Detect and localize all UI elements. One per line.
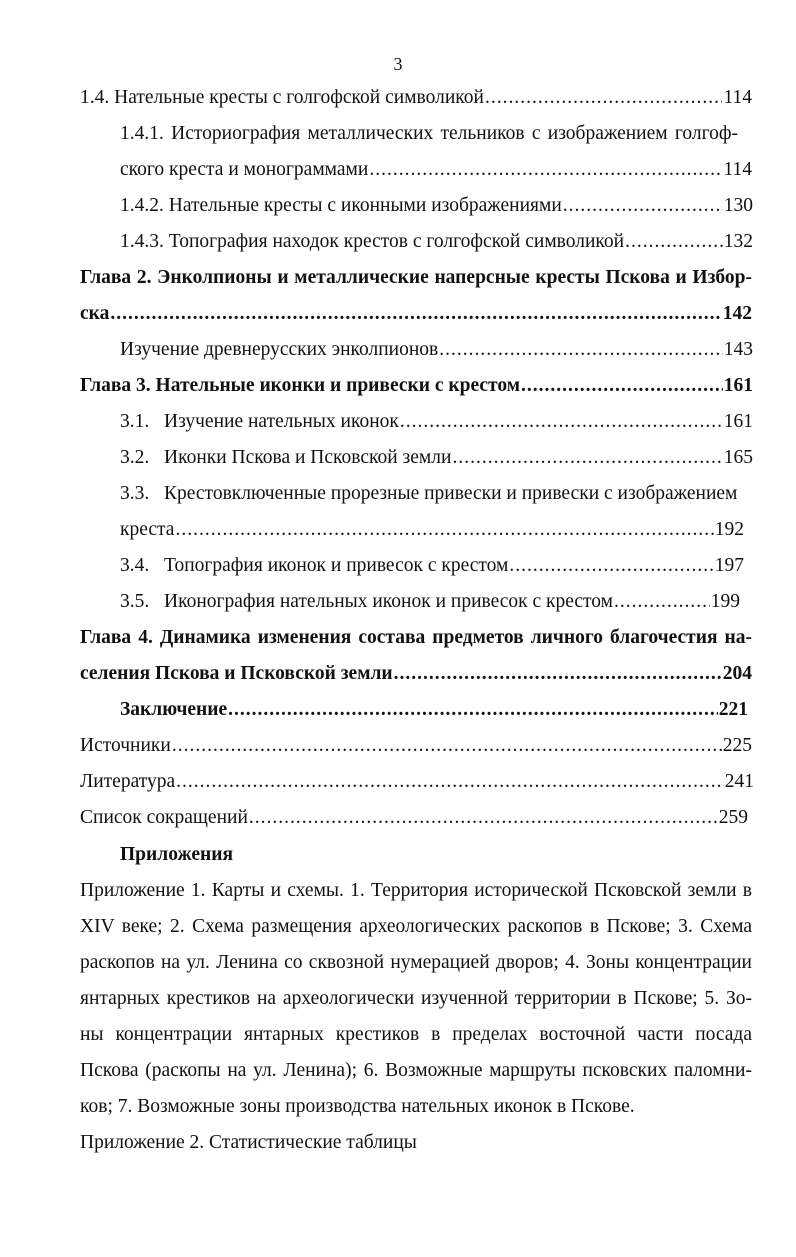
toc-page: 130	[723, 195, 753, 216]
toc-entry-1-4	[80, 80, 752, 116]
toc-literature	[80, 764, 754, 800]
appendix-1-line: раскопов на ул. Ленина со сквозной нумерацией дворов; 4. Зоны концентрации	[80, 952, 752, 973]
toc-page: 221	[718, 699, 748, 720]
toc-chapter-4	[80, 656, 752, 692]
toc-number: 3.2.	[120, 447, 150, 468]
toc-page: 142	[722, 303, 752, 324]
dot-leader	[563, 188, 723, 224]
dot-leader	[369, 152, 722, 188]
toc-number: 3.3.	[120, 483, 150, 504]
appendices-heading: Приложения	[120, 844, 234, 865]
dot-leader	[228, 692, 718, 728]
toc-title: селения Пскова и Псковской земли	[80, 663, 393, 684]
dot-leader	[400, 404, 723, 440]
toc-title: 1.4.2. Нательные кресты с иконными изображениями	[120, 195, 562, 216]
toc-title: Крестовключенные прорезные привески и привески с изображением	[164, 483, 738, 504]
toc-page: 143	[723, 339, 753, 360]
toc-conclusion	[120, 692, 748, 728]
dot-leader	[614, 584, 710, 620]
toc-page: 114	[723, 87, 752, 108]
dot-leader	[172, 728, 722, 764]
toc-title: Изучение нательных иконок	[164, 411, 399, 432]
toc-entry-3-3	[120, 512, 744, 548]
toc-entry-1-4-3	[120, 224, 753, 260]
toc-entry-ch2-enkolpions	[120, 332, 753, 368]
toc-entry-1-4-1	[120, 152, 752, 188]
toc-page: 132	[723, 231, 753, 252]
toc-title: ска	[80, 303, 110, 324]
toc-abbreviations	[80, 800, 748, 836]
toc-chapter-2	[80, 296, 752, 332]
toc-page: 192	[714, 519, 744, 540]
toc-title: Иконки Пскова и Псковской земли	[164, 447, 452, 468]
toc-entry-1-4-2	[120, 188, 753, 224]
appendix-1-line: янтарных крестиков на археологически изученной территории в Пскове; 5. Зо-	[80, 988, 752, 1009]
toc-title: ского креста и монограммами	[120, 159, 369, 180]
toc-number: 3.5.	[120, 591, 150, 612]
dot-leader	[175, 512, 713, 548]
toc-page: 199	[710, 591, 740, 612]
dot-leader	[521, 368, 723, 404]
toc-title: Заключение	[120, 699, 228, 720]
appendix-1-line: Приложение 1. Карты и схемы. 1. Территория исторической Псковской земли в	[80, 880, 752, 901]
toc-page: 225	[722, 735, 752, 756]
toc-number: 3.1.	[120, 411, 150, 432]
appendix-2: Приложение 2. Статистические таблицы	[80, 1132, 417, 1153]
dot-leader	[509, 548, 713, 584]
toc-chapter-3	[80, 368, 753, 404]
toc-title: 1.4. Нательные кресты с голгофской символикой	[80, 87, 484, 108]
toc-page: 161	[723, 411, 753, 432]
dot-leader	[110, 296, 721, 332]
dot-leader	[176, 764, 724, 800]
toc-title: Иконография нательных иконок и привесок с крестом	[164, 591, 614, 612]
appendix-1-line: ков; 7. Возможные зоны производства нательных иконок в Пскове.	[80, 1096, 635, 1117]
dot-leader	[485, 80, 723, 116]
toc-title: 1.4.3. Топография находок крестов с голгофской символикой	[120, 231, 625, 252]
dot-leader	[452, 440, 722, 476]
toc-chapter-4-line1: Глава 4. Динамика изменения состава предметов личного благочестия на-	[80, 627, 752, 648]
toc-entry-3-3-line1	[120, 476, 750, 512]
appendix-1-line: ны концентрации янтарных крестиков в пределах восточной части посада	[80, 1024, 752, 1045]
toc-entry-3-1	[120, 404, 753, 440]
appendix-1-line: XIV веке; 2. Схема размещения археологических раскопов в Пскове; 3. Схема	[80, 916, 752, 937]
toc-entry-3-2	[120, 440, 753, 476]
dot-leader	[394, 656, 722, 692]
toc-entry-3-5	[120, 584, 740, 620]
dot-leader	[439, 332, 723, 368]
page-number: 3	[393, 54, 403, 74]
appendix-1-line: Пскова (раскопы на ул. Ленина); 6. Возможные маршруты псковских паломни-	[80, 1060, 752, 1081]
toc-title: Изучение древнерусских энколпионов	[120, 339, 439, 360]
toc-page: 204	[722, 663, 752, 684]
toc-page: 114	[723, 159, 752, 180]
toc-title: креста	[120, 519, 175, 540]
dot-leader	[249, 800, 718, 836]
toc-title: Глава 3. Нательные иконки и привески с крестом	[80, 375, 520, 396]
toc-title: Топография иконок и привесок с крестом	[164, 555, 509, 576]
toc-page: 165	[723, 447, 753, 468]
toc-number: 3.4.	[120, 555, 150, 576]
toc-sources	[80, 728, 752, 764]
toc-page: 259	[718, 807, 748, 828]
dot-leader	[625, 224, 723, 260]
toc-chapter-2-line1: Глава 2. Энколпионы и металлические наперсные кресты Пскова и Избор-	[80, 267, 752, 288]
toc-title: Список сокращений	[80, 807, 248, 828]
toc-entry-3-4	[120, 548, 744, 584]
toc-entry-1-4-1-line1: 1.4.1. Историография металлических тельников с изображением голгоф-	[120, 123, 738, 144]
toc-page: 161	[723, 375, 753, 396]
toc-page: 197	[714, 555, 744, 576]
toc-page: 241	[724, 771, 754, 792]
toc-title: Источники	[80, 735, 171, 756]
toc-title: Литература	[80, 771, 176, 792]
